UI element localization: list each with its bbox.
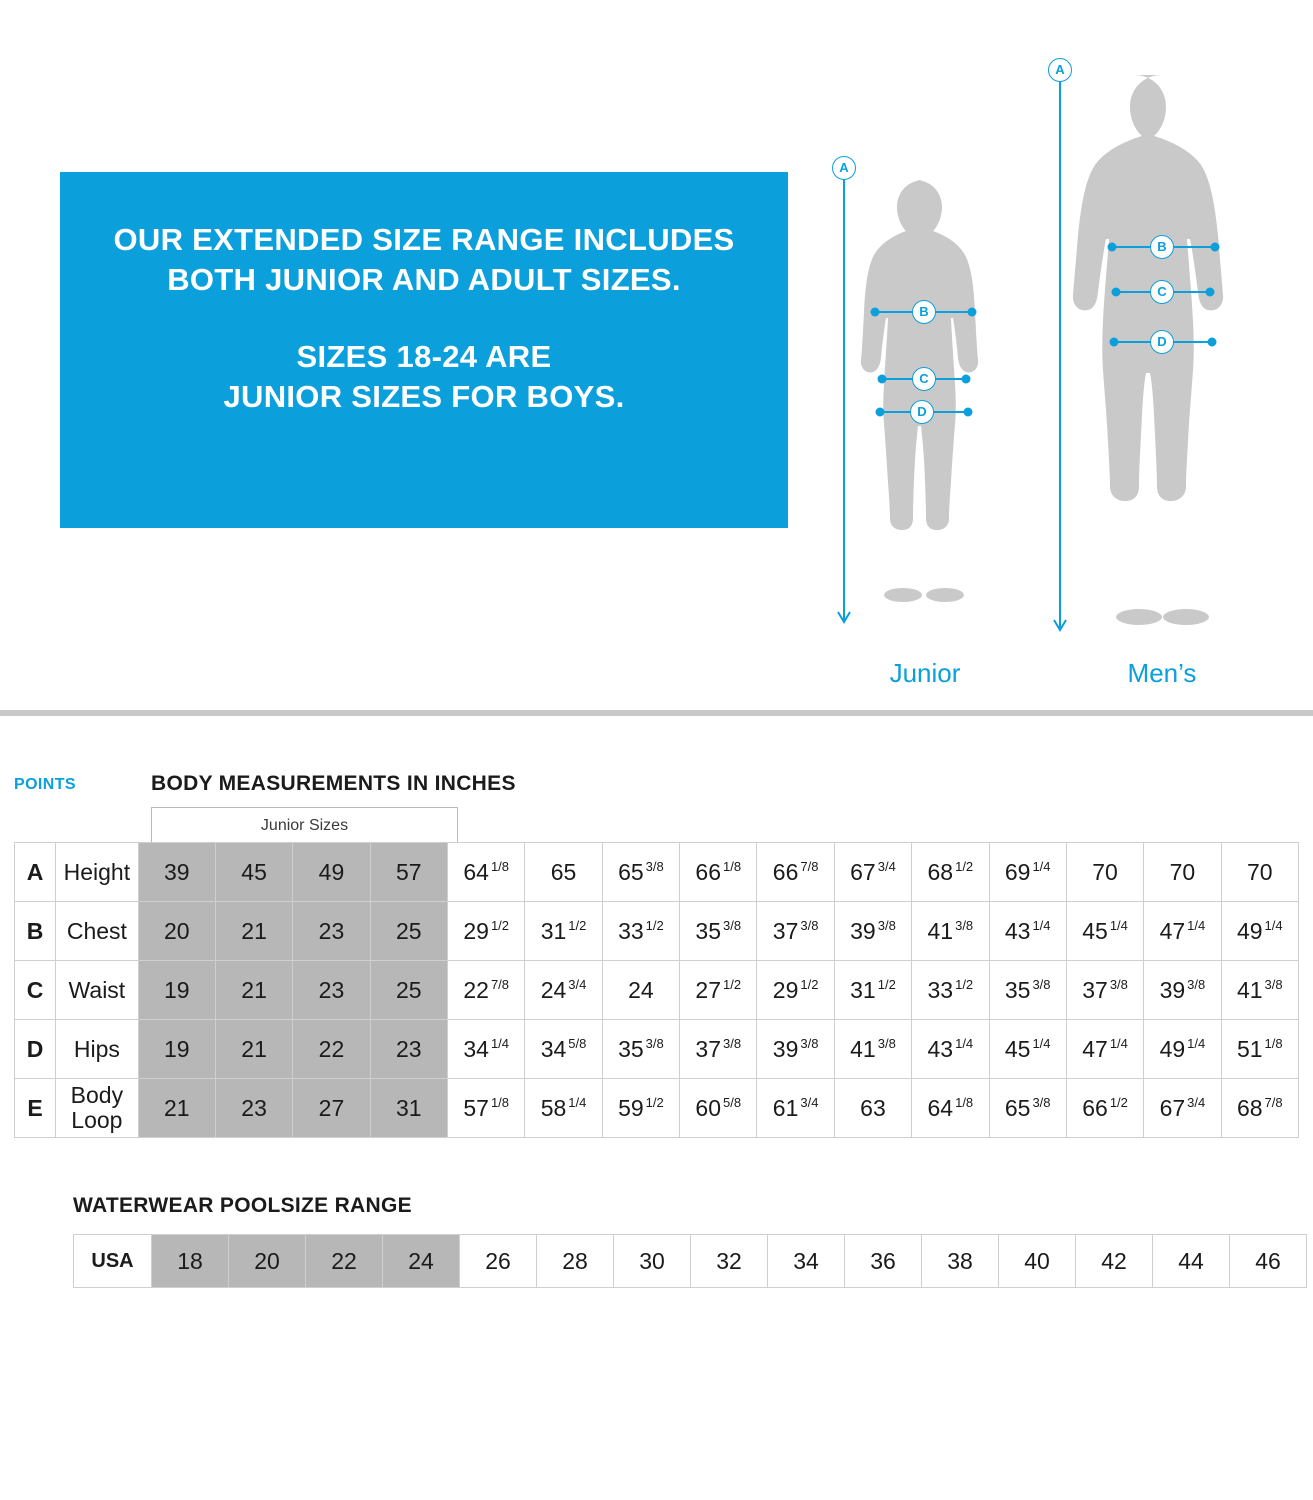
value-fraction: 1/2 [1109,1094,1128,1110]
value-whole: 27 [695,976,722,1003]
poolsize-title: WATERWEAR POOLSIZE RANGE [73,1194,412,1217]
adult-size-cell [757,961,834,1020]
value-fraction: 1/4 [1032,917,1051,933]
adult-size-cell [989,961,1066,1020]
junior-size-cell: 23 [293,961,370,1020]
marker-a-junior: A [832,156,856,180]
value-fraction: 3/4 [800,1094,819,1110]
adult-size-cell [602,843,679,902]
value-fraction: 7/8 [490,976,510,992]
adult-size-cell [1066,843,1143,902]
row-point-letter: E [15,1079,56,1138]
junior-size-cell: 22 [293,1020,370,1079]
value-whole: 35 [1004,976,1031,1003]
value-whole: 66 [1082,1094,1108,1121]
adult-size-cell [1144,843,1221,902]
marker-b-junior: B [912,300,936,324]
value-whole: 59 [618,1094,644,1121]
value-fraction: 1/4 [490,1035,510,1051]
value-fraction: 3/8 [645,858,664,874]
value-whole: 34 [463,1035,489,1062]
row-point-letter: A [15,843,56,902]
junior-size-cell: 19 [138,961,215,1020]
value-fraction: 1/8 [490,1094,510,1110]
mens-silhouette [1073,75,1223,625]
value-fraction: 3/8 [1032,1094,1051,1110]
value-whole: 37 [695,1035,722,1062]
value-fraction: 1/4 [1264,917,1283,933]
measurements-table [14,842,1299,1138]
row-label: Chest [56,902,138,961]
value-fraction: 1/2 [490,917,510,933]
value-fraction: 1/2 [645,917,664,933]
adult-size-cell [1066,961,1143,1020]
value-fraction: 3/4 [877,858,896,874]
value-whole: 70 [1169,858,1196,885]
value-whole: 24 [540,976,567,1003]
poolsize-adult-cell: 26 [460,1235,537,1288]
value-fraction: 1/2 [568,917,587,933]
callout-line-3: SIZES 18-24 ARE [296,339,552,375]
callout-line-2: BOTH JUNIOR AND ADULT SIZES. [167,261,681,297]
value-fraction: 1/2 [955,858,974,874]
row-label: Body Loop [56,1079,138,1138]
value-whole: 45 [1004,1035,1031,1062]
poolsize-adult-cell: 30 [614,1235,691,1288]
value-fraction: 1/2 [723,976,742,992]
mens-figure-label: Men’s [1127,658,1197,688]
table-row [15,961,1299,1020]
marker-a-mens: A [1048,58,1072,82]
value-fraction: 3/4 [1187,1094,1206,1110]
value-whole: 70 [1092,858,1118,885]
adult-size-cell [834,1079,911,1138]
junior-sizes-bracket: Junior Sizes [151,807,458,843]
value-whole: 65 [550,858,577,885]
value-whole: 22 [463,976,489,1003]
mens-height-arrow [1054,68,1066,630]
value-whole: 66 [772,858,799,885]
table-row [15,902,1299,961]
value-whole: 67 [1159,1094,1186,1121]
marker-b-mens: B [1150,235,1174,259]
callout-box [60,172,788,528]
value-whole: 29 [772,976,799,1003]
adult-size-cell [834,961,911,1020]
adult-size-cell [757,1020,834,1079]
junior-size-cell: 21 [215,1020,292,1079]
value-whole: 45 [1082,917,1108,944]
poolsize-adult-cell: 28 [537,1235,614,1288]
junior-size-cell: 23 [215,1079,292,1138]
value-whole: 29 [463,917,489,944]
poolsize-adult-cell: 42 [1076,1235,1153,1288]
poolsize-junior-cell: 24 [383,1235,460,1288]
poolsize-table [73,1234,1307,1288]
adult-size-cell [757,902,834,961]
junior-size-cell: 20 [138,902,215,961]
adult-size-cell [1066,1079,1143,1138]
figures-illustration [800,20,1300,700]
value-whole: 61 [772,1094,799,1121]
adult-size-cell [912,902,989,961]
value-fraction: 3/8 [1187,976,1206,992]
poolsize-row [74,1235,1307,1288]
value-fraction: 3/8 [800,1035,819,1051]
adult-size-cell [602,902,679,961]
value-whole: 43 [1004,917,1031,944]
junior-size-cell: 23 [293,902,370,961]
adult-size-cell [1144,961,1221,1020]
adult-size-cell [1066,902,1143,961]
value-whole: 33 [618,917,644,944]
value-fraction: 1/4 [1109,917,1128,933]
poolsize-row-label: USA [74,1235,152,1288]
value-whole: 58 [540,1094,567,1121]
row-label: Waist [56,961,138,1020]
value-fraction: 7/8 [800,858,819,874]
value-fraction: 1/8 [1264,1035,1283,1051]
poolsize-adult-cell: 40 [999,1235,1076,1288]
value-fraction: 3/8 [645,1035,664,1051]
value-whole: 69 [1004,858,1031,885]
poolsize-adult-cell: 44 [1153,1235,1230,1288]
adult-size-cell [1221,1079,1298,1138]
adult-size-cell [1144,1079,1221,1138]
marker-c-mens: C [1150,280,1174,304]
poolsize-adult-cell: 34 [768,1235,845,1288]
value-fraction: 3/8 [1109,976,1128,992]
value-fraction: 1/4 [1032,1035,1051,1051]
value-fraction: 1/2 [645,1094,664,1110]
value-fraction: 1/8 [955,1094,974,1110]
table-row [15,843,1299,902]
value-whole: 31 [850,976,876,1003]
value-whole: 49 [1236,917,1263,944]
poolsize-adult-cell: 32 [691,1235,768,1288]
adult-size-cell [1221,843,1298,902]
junior-size-cell: 49 [293,843,370,902]
table-row [15,1079,1299,1138]
value-whole: 47 [1082,1035,1108,1062]
junior-size-cell: 25 [370,961,447,1020]
junior-size-cell: 23 [370,1020,447,1079]
adult-size-cell [525,1020,602,1079]
value-fraction: 1/8 [723,858,742,874]
adult-size-cell [834,902,911,961]
junior-size-cell: 39 [138,843,215,902]
adult-size-cell [602,1079,679,1138]
adult-size-cell [448,843,525,902]
adult-size-cell [602,961,679,1020]
callout-line-1: OUR EXTENDED SIZE RANGE INCLUDES [113,222,735,257]
adult-size-cell [448,1020,525,1079]
adult-size-cell [1144,902,1221,961]
adult-size-cell [1221,1020,1298,1079]
adult-size-cell [448,902,525,961]
value-fraction: 1/4 [1187,1035,1206,1051]
adult-size-cell [680,961,757,1020]
adult-size-cell [448,961,525,1020]
adult-size-cell [602,1020,679,1079]
value-whole: 68 [927,858,954,885]
value-whole: 39 [850,917,876,944]
adult-size-cell [1221,902,1298,961]
poolsize-adult-cell: 38 [922,1235,999,1288]
poolsize-adult-cell: 46 [1230,1235,1307,1288]
poolsize-adult-cell: 36 [845,1235,922,1288]
adult-size-cell [757,1079,834,1138]
adult-size-cell [989,902,1066,961]
value-fraction: 3/8 [877,917,896,933]
value-fraction: 1/4 [1187,917,1206,933]
value-fraction: 1/2 [800,976,819,992]
value-whole: 37 [772,917,799,944]
value-fraction: 3/8 [955,917,974,933]
adult-size-cell [757,843,834,902]
value-whole: 41 [1236,976,1263,1003]
value-fraction: 1/2 [955,976,974,992]
adult-size-cell [989,843,1066,902]
adult-size-cell [680,1079,757,1138]
value-whole: 64 [463,858,489,885]
adult-size-cell [834,1020,911,1079]
body-figures-svg [800,20,1300,660]
junior-size-cell: 21 [138,1079,215,1138]
value-whole: 35 [695,917,722,944]
table-row [15,1020,1299,1079]
points-header: POINTS [14,776,76,793]
value-whole: 34 [540,1035,567,1062]
junior-size-cell: 19 [138,1020,215,1079]
value-whole: 64 [927,1094,954,1121]
adult-size-cell [912,1079,989,1138]
value-fraction: 7/8 [1264,1094,1283,1110]
value-fraction: 1/4 [955,1035,974,1051]
callout-line-4: JUNIOR SIZES FOR BOYS. [223,379,625,415]
value-whole: 65 [1004,1094,1031,1121]
junior-silhouette [861,180,978,602]
value-fraction: 3/8 [1032,976,1051,992]
value-fraction: 3/8 [877,1035,896,1051]
value-whole: 60 [695,1094,722,1121]
junior-height-arrow [838,166,850,622]
value-fraction: 3/4 [568,976,587,992]
adult-size-cell [912,961,989,1020]
value-fraction: 3/8 [800,917,819,933]
value-whole: 65 [618,858,644,885]
adult-size-cell [680,843,757,902]
poolsize-junior-cell: 22 [306,1235,383,1288]
adult-size-cell [1221,961,1298,1020]
junior-size-cell: 21 [215,961,292,1020]
value-whole: 24 [628,976,654,1003]
value-whole: 47 [1159,917,1186,944]
adult-size-cell [525,961,602,1020]
adult-size-cell [680,1020,757,1079]
value-whole: 68 [1236,1094,1263,1121]
marker-d-junior: D [910,400,934,424]
adult-size-cell [834,843,911,902]
value-whole: 63 [860,1094,886,1121]
adult-size-cell [525,843,602,902]
value-fraction: 3/8 [1264,976,1283,992]
value-whole: 33 [927,976,954,1003]
value-whole: 66 [695,858,722,885]
adult-size-cell [525,902,602,961]
value-whole: 67 [850,858,876,885]
value-whole: 31 [540,917,567,944]
value-fraction: 3/8 [723,917,742,933]
adult-size-cell [912,843,989,902]
value-whole: 35 [618,1035,644,1062]
adult-size-cell [1144,1020,1221,1079]
value-fraction: 1/8 [490,858,510,874]
value-whole: 43 [927,1035,954,1062]
row-point-letter: B [15,902,56,961]
value-whole: 39 [1159,976,1186,1003]
adult-size-cell [448,1079,525,1138]
row-label: Hips [56,1020,138,1079]
value-whole: 41 [850,1035,876,1062]
value-fraction: 5/8 [568,1035,587,1051]
junior-size-cell: 57 [370,843,447,902]
adult-size-cell [989,1079,1066,1138]
value-fraction: 1/2 [877,976,896,992]
value-whole: 70 [1247,858,1273,885]
marker-c-junior: C [912,367,936,391]
junior-size-cell: 25 [370,902,447,961]
junior-size-cell: 45 [215,843,292,902]
value-fraction: 1/4 [568,1094,587,1110]
adult-size-cell [680,902,757,961]
marker-d-mens: D [1150,330,1174,354]
value-whole: 39 [772,1035,799,1062]
value-fraction: 1/4 [1032,858,1051,874]
value-whole: 41 [927,917,954,944]
junior-size-cell: 31 [370,1079,447,1138]
row-point-letter: C [15,961,56,1020]
value-fraction: 3/8 [723,1035,742,1051]
row-point-letter: D [15,1020,56,1079]
adult-size-cell [989,1020,1066,1079]
adult-size-cell [912,1020,989,1079]
value-whole: 49 [1159,1035,1186,1062]
adult-size-cell [1066,1020,1143,1079]
body-measurements-header: BODY MEASUREMENTS IN INCHES [151,772,516,795]
top-panel [0,0,1313,716]
junior-size-cell: 21 [215,902,292,961]
value-whole: 51 [1236,1035,1263,1062]
value-whole: 37 [1082,976,1108,1003]
junior-figure-label: Junior [889,658,961,688]
value-whole: 57 [463,1094,489,1121]
value-fraction: 1/4 [1109,1035,1128,1051]
row-label: Height [56,843,138,902]
value-fraction: 5/8 [723,1094,742,1110]
poolsize-junior-cell: 20 [229,1235,306,1288]
adult-size-cell [525,1079,602,1138]
poolsize-junior-cell: 18 [152,1235,229,1288]
junior-size-cell: 27 [293,1079,370,1138]
